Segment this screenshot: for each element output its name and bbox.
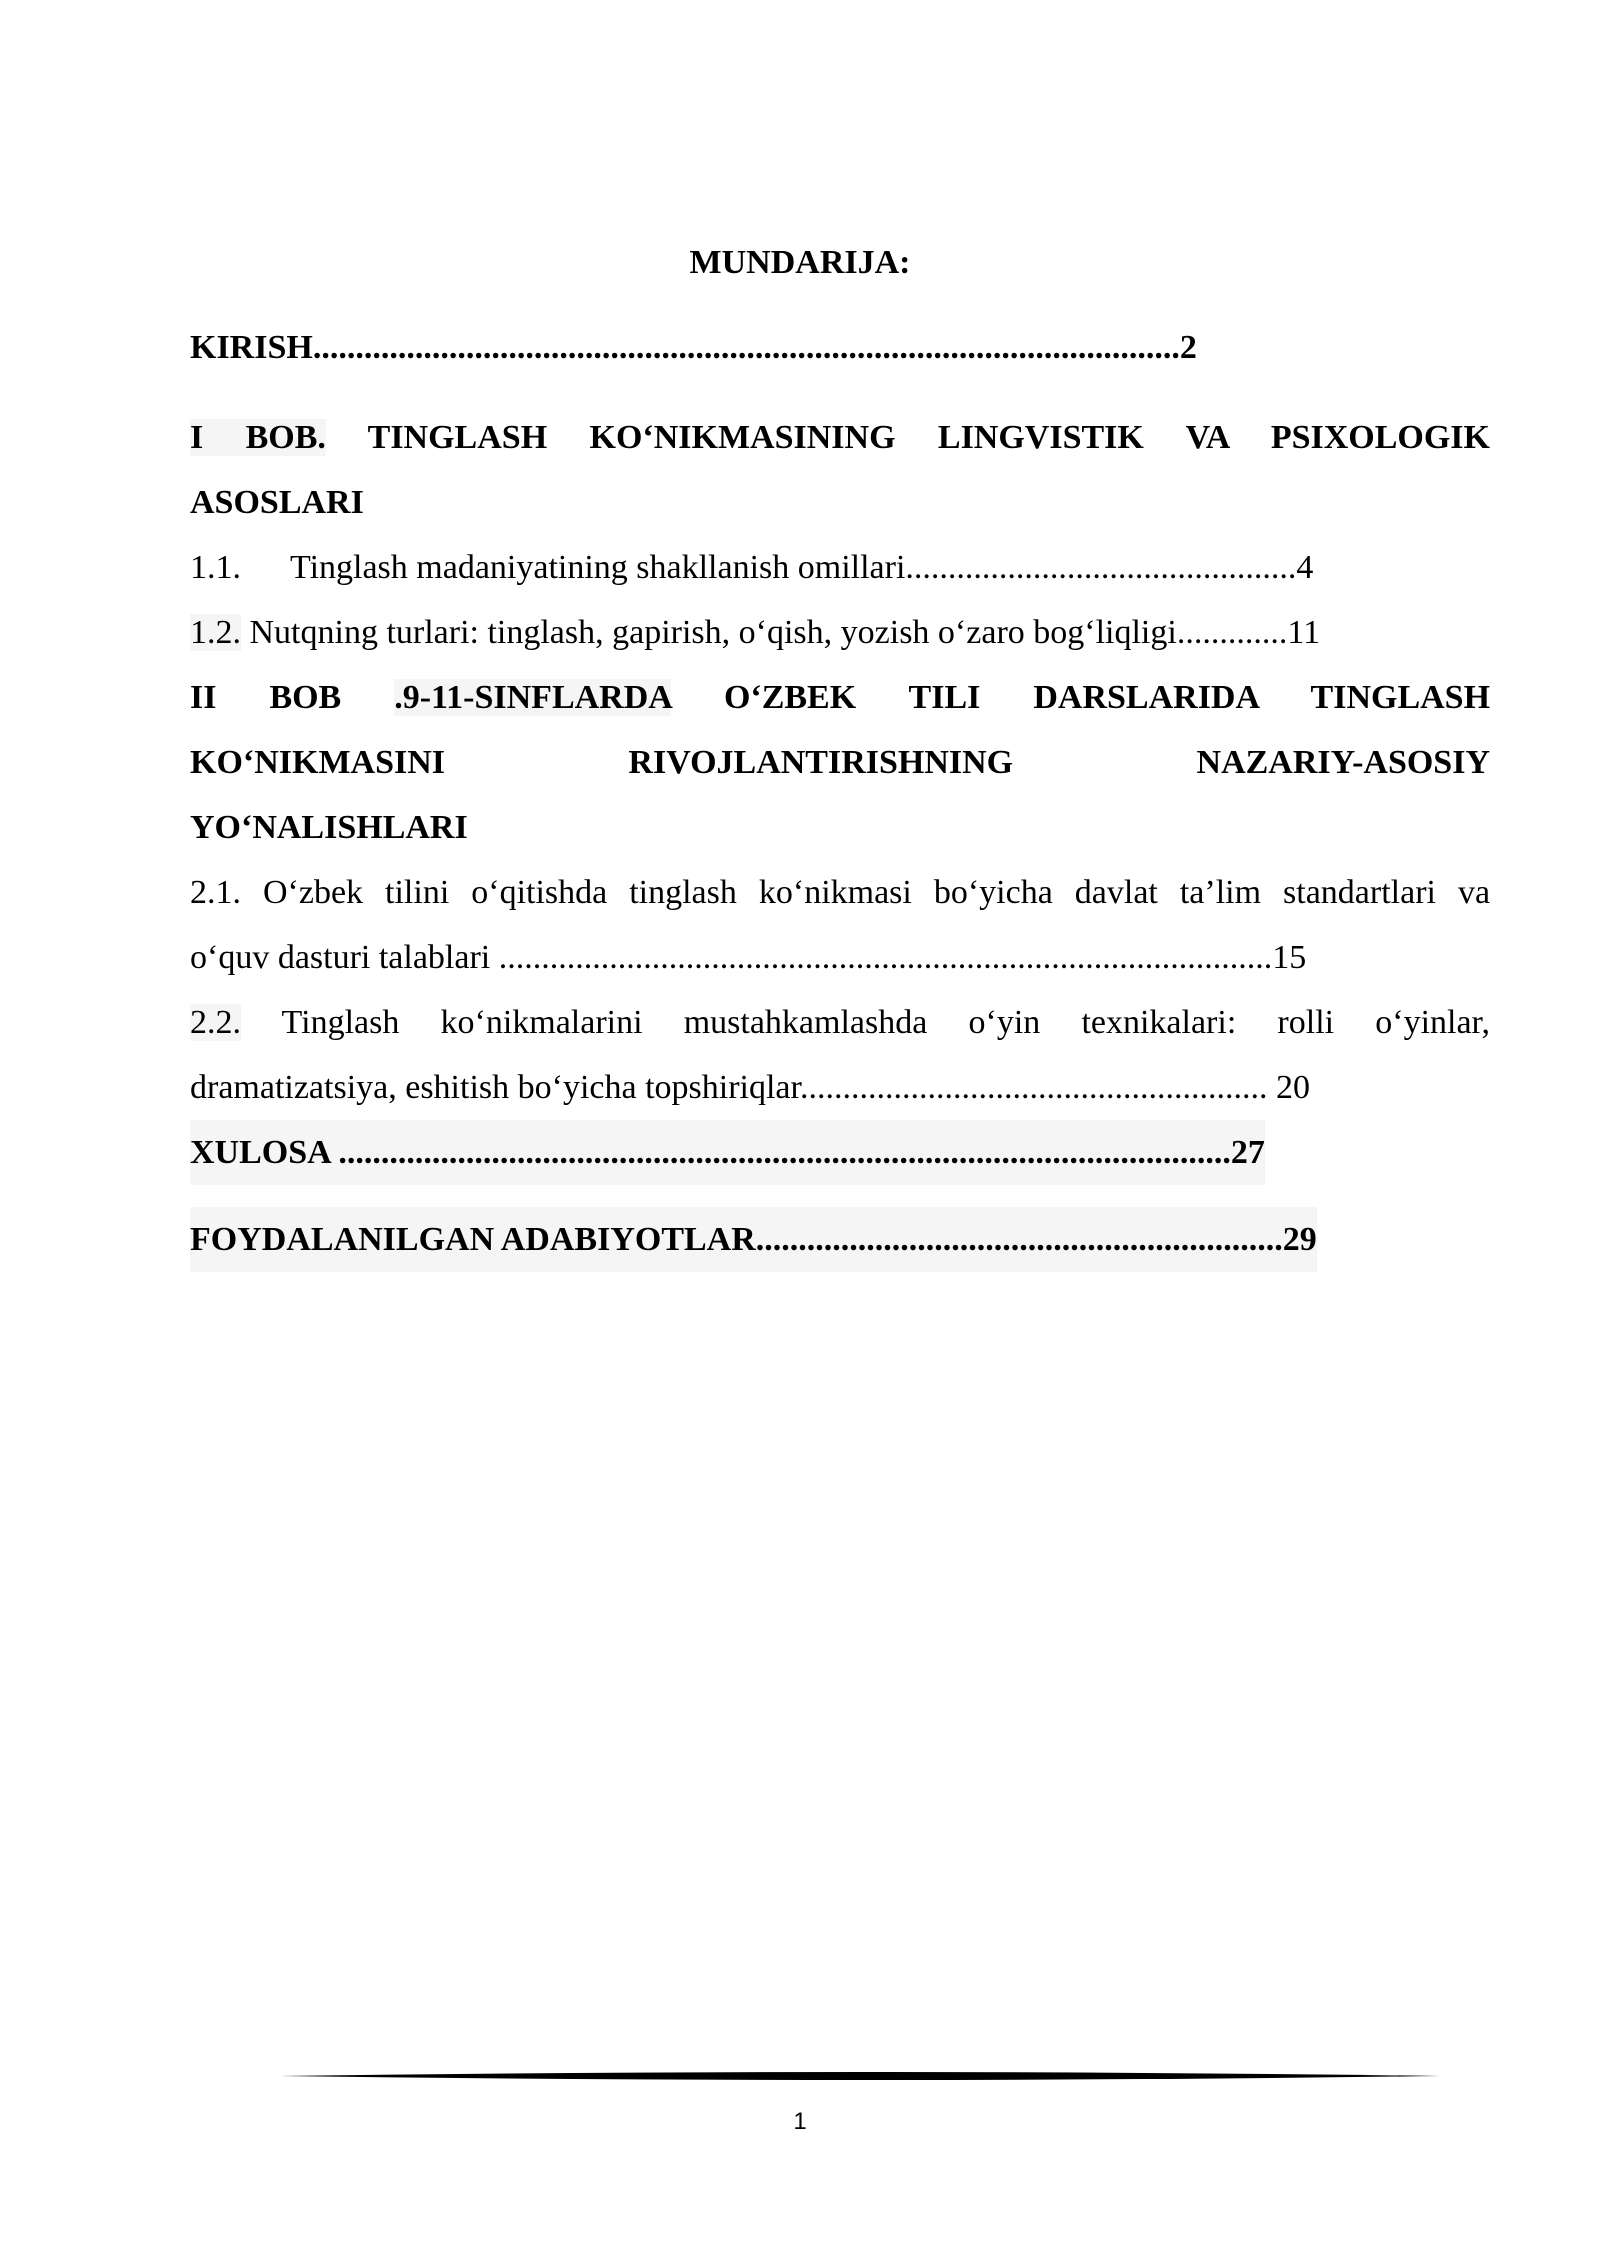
toc-entry-2-2-cont[interactable] [190,1055,1310,1120]
toc-entry-kirish[interactable] [190,315,1197,380]
chapter-2-word: TILI [908,679,981,716]
chapter-2-word: O‘ZBEK [723,679,857,716]
toc-leader-dots: ....................................................... [799,1069,1268,1106]
section-2-1-word: ko‘nikmasi [758,874,912,911]
toc-entry-2-2[interactable] [190,990,1490,1055]
section-2-1-word: tinglash [629,874,737,911]
chapter-2-word: NAZARIY-ASOSIY [1196,744,1490,781]
chapter-2-word: II [190,679,217,716]
toc-leader-dots: .............................................................. [755,1221,1283,1258]
toc-page-number: 15 [1272,939,1307,976]
toc-label: Tinglash madaniyatining shakllanish omillari [290,549,906,586]
toc-page-number: 27 [1230,1134,1265,1171]
chapter-2-word: .9-11-SINFLARDA [394,679,671,716]
toc-entry-chapter-1[interactable] [190,405,1490,470]
section-2-2-word: ko‘nikmalarini [440,1004,643,1041]
toc-entry-chapter-2-line-2[interactable] [190,730,1490,795]
chapter-1-title-end: ASOSLARI [190,484,364,521]
toc-entry-2-1[interactable] [190,860,1490,925]
chapter-1-word: TINGLASH [367,419,548,456]
toc-entry-chapter-2[interactable] [190,665,1490,730]
section-2-2-word: Tinglash [281,1004,400,1041]
section-2-2-word: o‘yinlar, [1375,1004,1491,1041]
toc-label: KIRISH [190,329,313,366]
section-2-1-word: ta’lim [1179,874,1262,911]
chapter-2-word: RIVOJLANTIRISHNING [628,744,1014,781]
section-2-1-word: va [1457,874,1491,911]
chapter-2-title-end: YO‘NALISHLARI [190,809,468,846]
toc-leader-dots: ............. [1176,614,1288,651]
section-2-2-word: 2.2. [190,1004,241,1041]
section-2-2-word: mustahkamlashda [683,1004,928,1041]
toc-page-number: 11 [1287,614,1321,651]
toc-label: o‘quv dasturi talablari [190,939,491,976]
toc-label: Nutqning turlari: tinglash, gapirish, o‘qish, yozish o‘zaro bog‘liqligi [249,614,1177,651]
section-2-2-word: o‘yin [968,1004,1041,1041]
toc-page-number: 4 [1296,549,1314,586]
section-2-1-word: tilini [385,874,450,911]
chapter-2-word: DARSLARIDA [1033,679,1259,716]
chapter-2-word: KO‘NIKMASINI [190,744,446,781]
toc-entry-chapter-2-line-3[interactable] [190,795,468,860]
toc-page-number: 2 [1179,329,1197,366]
chapter-1-word: LINGVISTIK [937,419,1144,456]
chapter-1-word: I BOB. [190,419,326,456]
page-number: 1 [793,2108,807,2135]
toc-leader-dots: .............................................. [905,549,1297,586]
section-2-1-word: standartlari [1283,874,1436,911]
toc-entry-1-2[interactable] [190,600,1320,665]
toc-page-number: 20 [1267,1069,1310,1106]
chapter-2-word: TINGLASH [1310,679,1491,716]
toc-section-number: 1.1. [190,549,241,586]
chapter-1-word: VA [1185,419,1229,456]
chapter-1-word: PSIXOLOGIK [1270,419,1490,456]
toc-label: FOYDALANILGAN ADABIYOTLAR [190,1221,756,1258]
page-title: MUNDARIJA: [689,244,911,281]
toc-leader-dots: ........................................................................................... [490,939,1273,976]
toc-label: XULOSA [190,1134,339,1171]
section-2-1-word: 2.1. [190,874,241,911]
toc-label: dramatizatsiya, eshitish bo‘yicha topshiriqlar [190,1069,800,1106]
toc-page-number: 29 [1282,1221,1317,1258]
toc-section-number: 1.2. [190,614,241,651]
toc-entry-chapter-1-cont[interactable] [190,470,364,535]
footer-divider [280,2068,1440,2084]
section-2-1-word: o‘qitishda [471,874,608,911]
toc-entry-xulosa[interactable] [190,1120,1265,1185]
toc-entry-2-1-cont[interactable] [190,925,1306,990]
toc-entry-1-1[interactable] [190,535,1313,600]
section-2-2-word: texnikalari: [1081,1004,1237,1041]
section-2-1-word: bo‘yicha [933,874,1053,911]
chapter-1-word: KO‘NIKMASINING [589,419,896,456]
section-2-1-word: davlat [1074,874,1158,911]
toc-leader-dots: ......................................................................................................... [338,1134,1231,1171]
chapter-2-word: BOB [269,679,342,716]
section-2-2-word: rolli [1277,1004,1335,1041]
toc-entry-bibliography[interactable] [190,1207,1317,1272]
section-2-1-word: O‘zbek [262,874,364,911]
toc-leader-dots: ...................................................................................................... [312,329,1180,366]
